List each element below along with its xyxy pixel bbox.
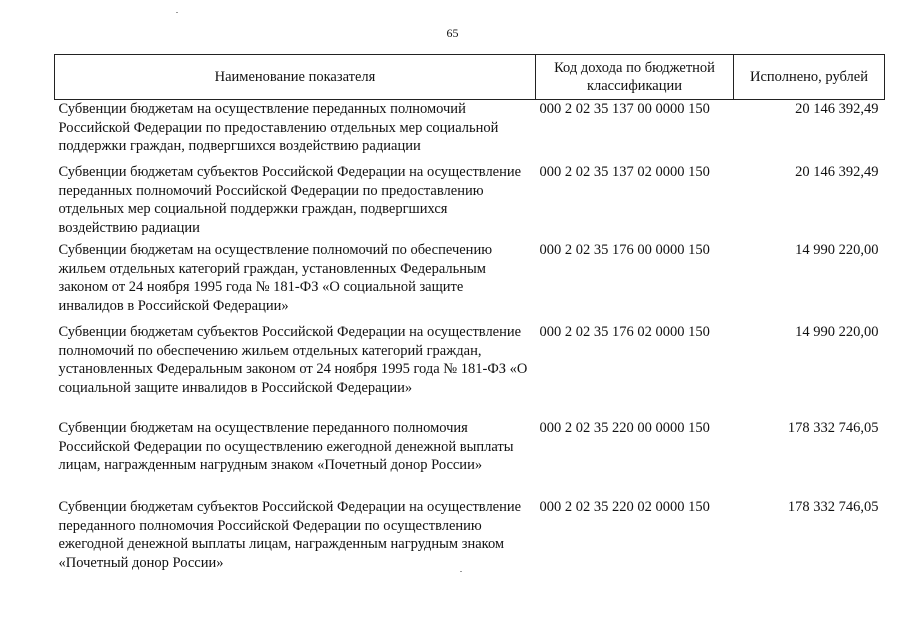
row-code: 000 2 02 35 220 02 0000 150 — [539, 499, 710, 515]
table-row — [55, 323, 885, 419]
table-row — [55, 163, 885, 241]
row-amount: 20 146 392,49 — [795, 164, 879, 180]
row-code: 000 2 02 35 176 00 0000 150 — [539, 242, 710, 258]
row-amount: 14 990 220,00 — [795, 324, 879, 340]
row-amount: 14 990 220,00 — [795, 242, 879, 258]
header-code: Код дохода по бюджетной классификации — [536, 55, 734, 100]
row-name: Субвенции бюджетам субъектов Российской Федерации на осуществление переданного полномочия Российской Федерации по осуществлению ежегодной денежной выплаты лицам, награжденным нагрудным знаком «Почетный донор России» — [58, 499, 522, 571]
row-name: Субвенции бюджетам на осуществление переданного полномочия Российской Федерации по осуществлению ежегодной денежной выплаты лицам, награжденным нагрудным знаком «Почетный донор России» — [58, 420, 514, 473]
row-amount: 20 146 392,49 — [795, 101, 879, 117]
page-number: 65 — [446, 26, 459, 40]
table-row — [55, 498, 885, 572]
table-row — [55, 100, 885, 164]
row-name: Субвенции бюджетам субъектов Российской Федерации на осуществление полномочий по обеспечению жильем отдельных категорий граждан, установленных Федеральным законом от 24 ноября 1995 года № 181-ФЗ «О социальной защите инвалидов в Российской Федерации» — [58, 324, 528, 396]
budget-table — [54, 54, 885, 572]
row-code: 000 2 02 35 220 00 0000 150 — [539, 420, 710, 436]
row-name: Субвенции бюджетам на осуществление полномочий по обеспечению жильем отдельных категорий граждан, установленных Федеральным законом от 24 ноября 1995 года № 181-ФЗ «О социальной защите инвалидов в Российской Федерации» — [58, 242, 493, 314]
header-name: Наименование показателя — [55, 55, 536, 100]
scan-speck — [176, 12, 178, 13]
row-amount: 178 332 746,05 — [787, 499, 879, 515]
row-code: 000 2 02 35 137 02 0000 150 — [539, 164, 710, 180]
row-name: Субвенции бюджетам субъектов Российской Федерации на осуществление переданных полномочий Российской Федерации по предоставлению отдельных мер социальной поддержки граждан, подвергшихся воздействию радиации — [58, 164, 522, 236]
row-amount: 178 332 746,05 — [787, 420, 879, 436]
table-row — [55, 241, 885, 323]
header-amount: Исполнено, рублей — [734, 55, 885, 100]
table-row — [55, 419, 885, 498]
row-code: 000 2 02 35 137 00 0000 150 — [539, 101, 710, 117]
row-code: 000 2 02 35 176 02 0000 150 — [539, 324, 710, 340]
row-name: Субвенции бюджетам на осуществление переданных полномочий Российской Федерации по предоставлению отдельных мер социальной поддержки граждан, подвергшихся воздействию радиации — [58, 101, 499, 154]
table-header-row — [55, 55, 885, 100]
